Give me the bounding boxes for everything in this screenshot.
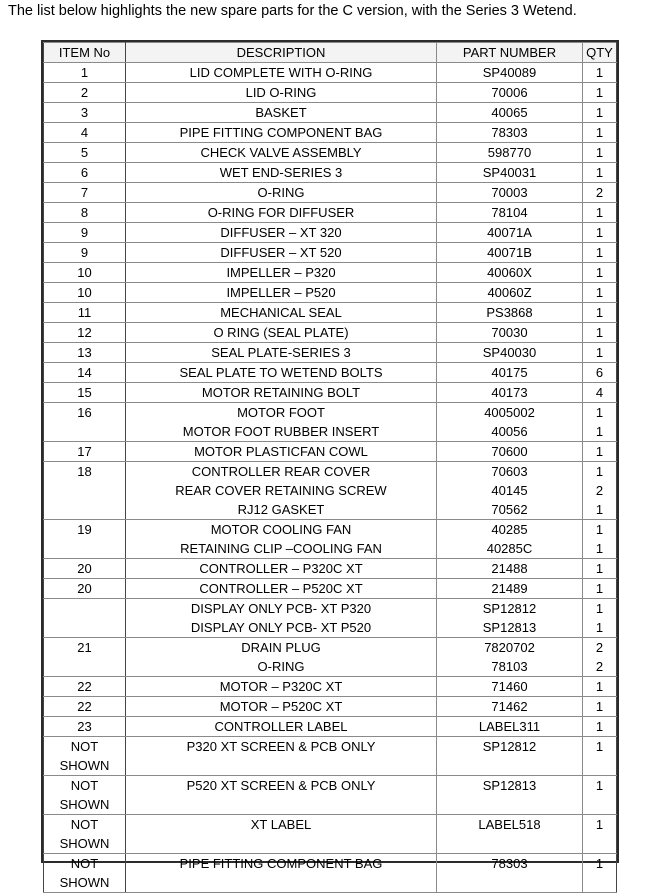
description-cell: O-RING xyxy=(126,183,437,203)
item-no-cell: NOT SHOWN xyxy=(44,815,126,854)
part-number-cell: 78303 xyxy=(437,123,583,143)
table-row xyxy=(44,323,617,343)
table-row xyxy=(44,243,617,263)
qty-cell: 1 xyxy=(583,854,617,893)
item-no-cell: 21 xyxy=(44,638,126,677)
item-no-cell: 2 xyxy=(44,83,126,103)
qty-cell: 6 xyxy=(583,363,617,383)
part-number-cell: LABEL311 xyxy=(437,717,583,737)
part-number-cell: SP12813 xyxy=(437,776,583,815)
table-row xyxy=(44,283,617,303)
qty-cell: 2 xyxy=(583,183,617,203)
description-cell: SEAL PLATE-SERIES 3 xyxy=(126,343,437,363)
table-row xyxy=(44,263,617,283)
table-row xyxy=(44,776,617,815)
description-cell: IMPELLER – P320 xyxy=(126,263,437,283)
qty-cell: 1 2 1 xyxy=(583,462,617,520)
part-number-cell: 70030 xyxy=(437,323,583,343)
qty-cell: 1 xyxy=(583,123,617,143)
part-number-cell: 70603 40145 70562 xyxy=(437,462,583,520)
description-cell: DISPLAY ONLY PCB- XT P320 DISPLAY ONLY PCB- XT P520 xyxy=(126,599,437,638)
description-cell: LID O-RING xyxy=(126,83,437,103)
header-description: DESCRIPTION xyxy=(126,43,437,63)
qty-cell: 1 xyxy=(583,263,617,283)
table-row xyxy=(44,223,617,243)
description-cell: BASKET xyxy=(126,103,437,123)
qty-cell: 1 xyxy=(583,223,617,243)
description-cell: O RING (SEAL PLATE) xyxy=(126,323,437,343)
part-number-cell: 40071A xyxy=(437,223,583,243)
part-number-cell: 598770 xyxy=(437,143,583,163)
table-row xyxy=(44,442,617,462)
item-no-cell: NOT SHOWN xyxy=(44,854,126,893)
qty-cell: 1 xyxy=(583,579,617,599)
table-row xyxy=(44,579,617,599)
part-number-cell: SP40031 xyxy=(437,163,583,183)
part-number-cell: 7820702 78103 xyxy=(437,638,583,677)
part-number-cell: SP12812 SP12813 xyxy=(437,599,583,638)
item-no-cell: 10 xyxy=(44,263,126,283)
item-no-cell: 20 xyxy=(44,559,126,579)
qty-cell: 1 xyxy=(583,677,617,697)
qty-cell: 1 xyxy=(583,323,617,343)
item-no-cell: 9 xyxy=(44,223,126,243)
part-number-cell: 21489 xyxy=(437,579,583,599)
description-cell: MOTOR FOOT MOTOR FOOT RUBBER INSERT xyxy=(126,403,437,442)
description-cell: MOTOR PLASTICFAN COWL xyxy=(126,442,437,462)
qty-cell: 1 xyxy=(583,203,617,223)
part-number-cell: 40173 xyxy=(437,383,583,403)
table-row xyxy=(44,123,617,143)
table-row xyxy=(44,63,617,83)
qty-cell: 1 xyxy=(583,243,617,263)
item-no-cell: 6 xyxy=(44,163,126,183)
part-number-cell: 78104 xyxy=(437,203,583,223)
part-number-cell: SP40030 xyxy=(437,343,583,363)
item-no-cell: NOT SHOWN xyxy=(44,776,126,815)
table-row xyxy=(44,83,617,103)
table-header-row xyxy=(44,43,617,63)
part-number-cell: 40285 40285C xyxy=(437,520,583,559)
header-qty: QTY xyxy=(583,43,617,63)
item-no-cell: 16 xyxy=(44,403,126,442)
part-number-cell: 40060Z xyxy=(437,283,583,303)
part-number-cell: 40175 xyxy=(437,363,583,383)
description-cell: MOTOR – P520C XT xyxy=(126,697,437,717)
description-cell: DIFFUSER – XT 320 xyxy=(126,223,437,243)
description-cell: SEAL PLATE TO WETEND BOLTS xyxy=(126,363,437,383)
table-row xyxy=(44,737,617,776)
item-no-cell xyxy=(44,599,126,638)
item-no-cell: 1 xyxy=(44,63,126,83)
part-number-cell: 40071B xyxy=(437,243,583,263)
description-cell: O-RING FOR DIFFUSER xyxy=(126,203,437,223)
table-row xyxy=(44,815,617,854)
header-part-number: PART NUMBER xyxy=(437,43,583,63)
table-row xyxy=(44,403,617,442)
item-no-cell: 18 xyxy=(44,462,126,520)
table-row xyxy=(44,363,617,383)
qty-cell: 1 1 xyxy=(583,520,617,559)
qty-cell: 1 xyxy=(583,559,617,579)
qty-cell: 1 xyxy=(583,163,617,183)
qty-cell: 1 xyxy=(583,83,617,103)
description-cell: LID COMPLETE WITH O-RING xyxy=(126,63,437,83)
table-row xyxy=(44,697,617,717)
table-row xyxy=(44,163,617,183)
part-number-cell: PS3868 xyxy=(437,303,583,323)
qty-cell: 1 xyxy=(583,143,617,163)
description-cell: P320 XT SCREEN & PCB ONLY xyxy=(126,737,437,776)
table-row xyxy=(44,143,617,163)
description-cell: P520 XT SCREEN & PCB ONLY xyxy=(126,776,437,815)
part-number-cell: 40060X xyxy=(437,263,583,283)
table-row xyxy=(44,303,617,323)
intro-text: The list below highlights the new spare parts for the C version, with the Series 3 Wetend. xyxy=(8,3,577,19)
part-number-cell: 21488 xyxy=(437,559,583,579)
item-no-cell: 13 xyxy=(44,343,126,363)
description-cell: CONTROLLER – P320C XT xyxy=(126,559,437,579)
description-cell: CONTROLLER – P520C XT xyxy=(126,579,437,599)
qty-cell: 1 xyxy=(583,303,617,323)
item-no-cell: 19 xyxy=(44,520,126,559)
part-number-cell: 40065 xyxy=(437,103,583,123)
qty-cell: 1 xyxy=(583,717,617,737)
qty-cell: 1 xyxy=(583,442,617,462)
part-number-cell: LABEL518 xyxy=(437,815,583,854)
qty-cell: 1 xyxy=(583,737,617,776)
item-no-cell: 8 xyxy=(44,203,126,223)
qty-cell: 1 1 xyxy=(583,403,617,442)
description-cell: CONTROLLER LABEL xyxy=(126,717,437,737)
part-number-cell: 78303 xyxy=(437,854,583,893)
description-cell: CHECK VALVE ASSEMBLY xyxy=(126,143,437,163)
qty-cell: 1 xyxy=(583,103,617,123)
description-cell: MOTOR – P320C XT xyxy=(126,677,437,697)
item-no-cell: NOT SHOWN xyxy=(44,737,126,776)
qty-cell: 1 xyxy=(583,63,617,83)
qty-cell: 4 xyxy=(583,383,617,403)
spare-parts-table xyxy=(41,40,619,890)
table-row xyxy=(44,854,617,893)
item-no-cell: 12 xyxy=(44,323,126,343)
description-cell: DRAIN PLUG O-RING xyxy=(126,638,437,677)
table-row xyxy=(44,717,617,737)
part-number-cell: 4005002 40056 xyxy=(437,403,583,442)
item-no-cell: 22 xyxy=(44,677,126,697)
table-row xyxy=(44,183,617,203)
item-no-cell: 20 xyxy=(44,579,126,599)
item-no-cell: 22 xyxy=(44,697,126,717)
qty-cell: 1 xyxy=(583,283,617,303)
table-row xyxy=(44,203,617,223)
part-number-cell: 70600 xyxy=(437,442,583,462)
item-no-cell: 17 xyxy=(44,442,126,462)
table-row xyxy=(44,383,617,403)
item-no-cell: 3 xyxy=(44,103,126,123)
item-no-cell: 23 xyxy=(44,717,126,737)
item-no-cell: 14 xyxy=(44,363,126,383)
description-cell: DIFFUSER – XT 520 xyxy=(126,243,437,263)
description-cell: PIPE FITTING COMPONENT BAG xyxy=(126,123,437,143)
description-cell: XT LABEL xyxy=(126,815,437,854)
item-no-cell: 10 xyxy=(44,283,126,303)
description-cell: CONTROLLER REAR COVER REAR COVER RETAINING SCREW RJ12 GASKET xyxy=(126,462,437,520)
part-number-cell: SP40089 xyxy=(437,63,583,83)
item-no-cell: 4 xyxy=(44,123,126,143)
table-row xyxy=(44,462,617,520)
description-cell: PIPE FITTING COMPONENT BAG xyxy=(126,854,437,893)
table-row xyxy=(44,559,617,579)
description-cell: MOTOR COOLING FAN RETAINING CLIP –COOLING FAN xyxy=(126,520,437,559)
table-row xyxy=(44,599,617,638)
qty-cell: 1 xyxy=(583,697,617,717)
item-no-cell: 9 xyxy=(44,243,126,263)
table-row xyxy=(44,677,617,697)
qty-cell: 1 1 xyxy=(583,599,617,638)
item-no-cell: 7 xyxy=(44,183,126,203)
description-cell: MOTOR RETAINING BOLT xyxy=(126,383,437,403)
qty-cell: 1 xyxy=(583,343,617,363)
header-item-no: ITEM No xyxy=(44,43,126,63)
part-number-cell: 71462 xyxy=(437,697,583,717)
part-number-cell: 71460 xyxy=(437,677,583,697)
item-no-cell: 15 xyxy=(44,383,126,403)
part-number-cell: SP12812 xyxy=(437,737,583,776)
qty-cell: 1 xyxy=(583,776,617,815)
table-row xyxy=(44,520,617,559)
part-number-cell: 70003 xyxy=(437,183,583,203)
description-cell: IMPELLER – P520 xyxy=(126,283,437,303)
part-number-cell: 70006 xyxy=(437,83,583,103)
description-cell: MECHANICAL SEAL xyxy=(126,303,437,323)
table-row xyxy=(44,343,617,363)
qty-cell: 1 xyxy=(583,815,617,854)
item-no-cell: 5 xyxy=(44,143,126,163)
qty-cell: 2 2 xyxy=(583,638,617,677)
table-row xyxy=(44,103,617,123)
item-no-cell: 11 xyxy=(44,303,126,323)
description-cell: WET END-SERIES 3 xyxy=(126,163,437,183)
table-row xyxy=(44,638,617,677)
